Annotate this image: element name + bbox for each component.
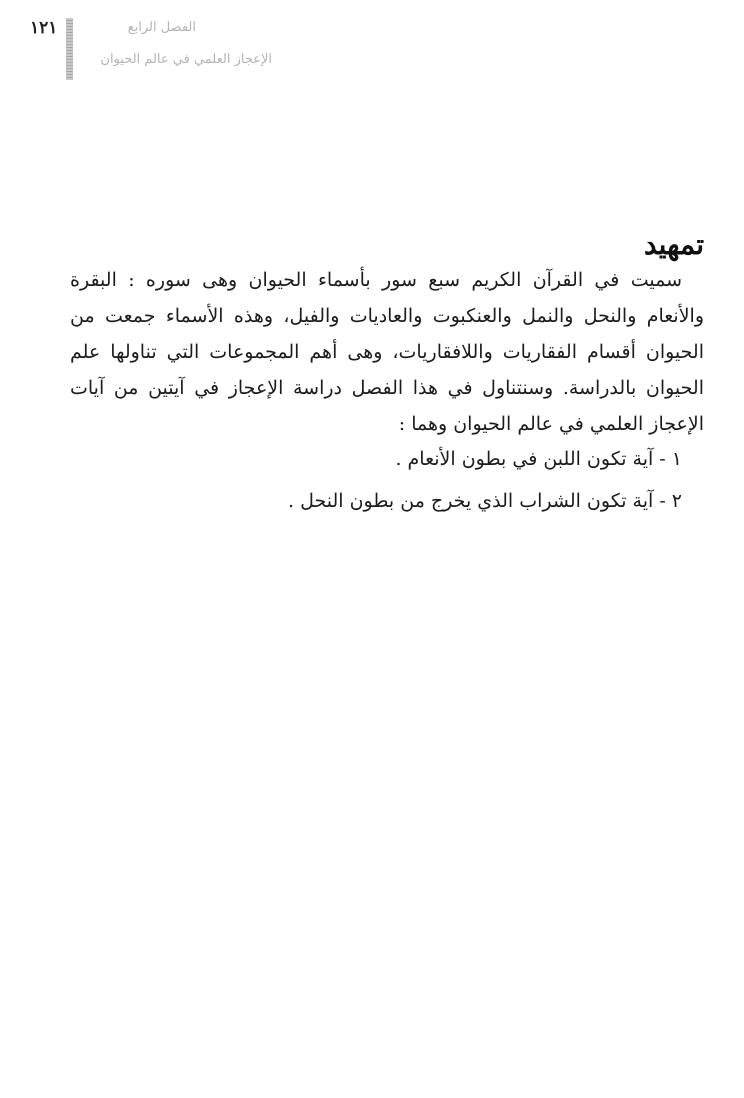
header-decorative-bar xyxy=(66,18,73,80)
intro-paragraph: سميت في القرآن الكريم سبع سور بأسماء الحيوان وهى سوره : البقرة والأنعام والنحل والنمل والعنكبوت والعاديات والفيل، وهذه الأسماء جمعت من الحيوان أقسام الفقاريات واللافقاريات، وهى أهم المجموعات التي تناولها علم الحيوان بالدراسة. وسنتناول في هذا الفصل دراسة الإعجاز في آيتين من آيات الإعجاز العلمي في عالم الحيوان وهما : xyxy=(70,269,704,435)
page-number: ١٢١ xyxy=(30,18,58,38)
list-item: ١ - آية تكون اللبن في بطون الأنعام . xyxy=(395,448,682,470)
body-text xyxy=(70,262,704,442)
numbered-list xyxy=(64,440,704,524)
section-title: تمهيد xyxy=(643,228,704,262)
list-item: ٢ - آية تكون الشراب الذي يخرج من بطون النحل . xyxy=(288,490,682,512)
running-header-subtitle: الإعجاز العلمي في عالم الحيوان xyxy=(100,52,272,67)
running-header-chapter: الفصل الرابع xyxy=(127,20,196,35)
